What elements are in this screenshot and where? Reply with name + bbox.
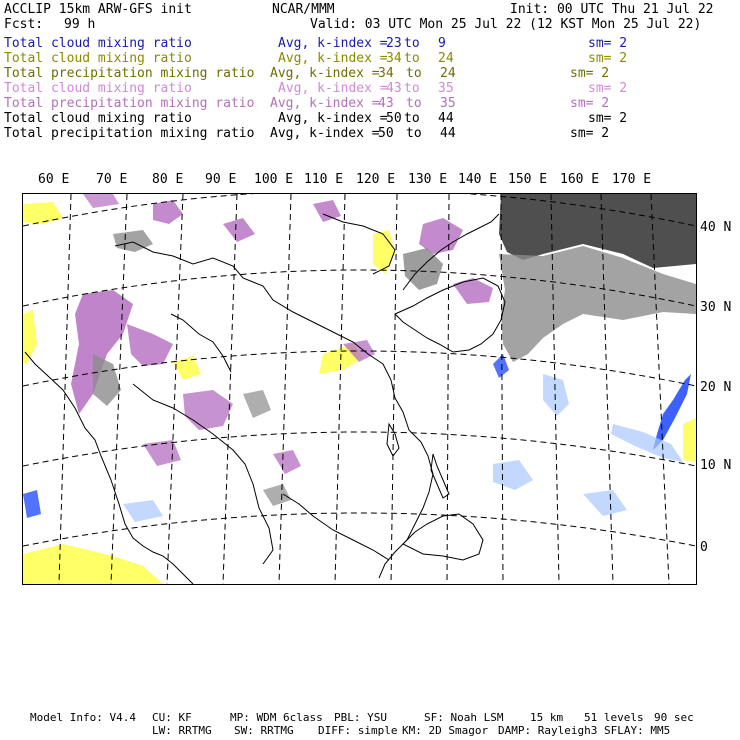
legend-row-k-to: 44 (438, 111, 454, 126)
longitude-label: 90 E (205, 172, 237, 187)
legend-row-to: to (404, 111, 420, 126)
footer-mp: MP: WDM 6class (230, 711, 323, 724)
legend-row-field: Total cloud mixing ratio (4, 36, 192, 51)
longitude-label: 80 E (152, 172, 184, 187)
footer-sflay: SFLAY: MM5 (604, 724, 671, 737)
cloud-field-region (273, 450, 301, 474)
legend-row-field: Total cloud mixing ratio (4, 51, 192, 66)
forecast-hours: 99 h (64, 17, 96, 32)
cloud-field-region (683, 418, 696, 462)
legend-row-sm: sm= 2 (570, 96, 610, 111)
latitude-label: 10 N (700, 458, 732, 473)
cloud-field-region (243, 390, 271, 418)
cloud-field-region (93, 354, 121, 406)
legend-row-avg: Avg, k-index = (278, 111, 388, 126)
map-panel (22, 193, 697, 585)
cloud-field-region (373, 230, 395, 274)
legend-row-k-to: 9 (438, 36, 446, 51)
init-time: Init: 00 UTC Thu 21 Jul 22 (510, 2, 714, 17)
footer-pbl: PBL: YSU (334, 711, 387, 724)
longitude-label: 120 E (356, 172, 396, 187)
cloud-field-region (23, 202, 63, 224)
longitude-label: 130 E (408, 172, 448, 187)
cloud-field-region (83, 194, 119, 208)
legend-row-to: to (404, 81, 420, 96)
footer-diff: DIFF: simple (318, 724, 398, 737)
legend-row-to: to (406, 66, 422, 81)
footer-sw: SW: RRTMG (234, 724, 294, 737)
footer-lw: LW: RRTMG (152, 724, 212, 737)
legend-row-field: Total precipitation mixing ratio (4, 66, 255, 81)
legend-row-k-to: 24 (440, 66, 456, 81)
cloud-field-region (583, 490, 627, 516)
legend-row-avg: Avg, k-index = (278, 81, 388, 96)
longitude-label: 70 E (96, 172, 128, 187)
footer-sf: SF: Noah LSM (424, 711, 504, 724)
legend-row-field: Total cloud mixing ratio (4, 81, 192, 96)
cloud-field-region (223, 218, 255, 242)
cloud-field-region (313, 200, 341, 222)
footer-damp: DAMP: Rayleigh3 (498, 724, 598, 737)
cloud-fields (23, 194, 696, 584)
latitude-label: 20 N (700, 380, 732, 395)
cloud-field-region (611, 424, 683, 462)
legend-row-sm: sm= 2 (588, 111, 628, 126)
footer-km: KM: 2D Smagor (402, 724, 489, 737)
legend-row-field: Total precipitation mixing ratio (4, 126, 255, 141)
cloud-field-region (183, 390, 233, 430)
map-title: ACCLIP 15km ARW-GFS init (4, 2, 192, 17)
legend-row-k-from: 43 (386, 81, 402, 96)
longitude-label: 140 E (458, 172, 498, 187)
legend-row-field: Total cloud mixing ratio (4, 111, 192, 126)
legend-row-k-to: 44 (440, 126, 456, 141)
cloud-field-region (23, 490, 41, 518)
footer-model-info: Model Info: V4.4 (30, 711, 136, 724)
latitude-label: 30 N (700, 300, 732, 315)
legend-row-k-to: 35 (438, 81, 454, 96)
legend-row-to: to (404, 36, 420, 51)
longitude-label: 100 E (254, 172, 294, 187)
legend-row-k-to: 35 (440, 96, 456, 111)
legend-row-sm: sm= 2 (570, 126, 610, 141)
legend-row-k-from: 34 (378, 66, 394, 81)
latitude-label: 40 N (700, 220, 732, 235)
legend-row-k-from: 50 (386, 111, 402, 126)
cloud-field-region (23, 544, 163, 584)
legend-row-k-to: 24 (438, 51, 454, 66)
legend-row-to: to (406, 96, 422, 111)
legend-row-avg: Avg, k-index = (270, 126, 380, 141)
longitude-label: 60 E (38, 172, 70, 187)
cloud-field-region (403, 248, 443, 290)
legend-row-to: to (404, 51, 420, 66)
longitude-label: 150 E (508, 172, 548, 187)
legend-row-avg: Avg, k-index = (270, 66, 380, 81)
longitude-label: 110 E (304, 172, 344, 187)
latitude-label: 0 (700, 540, 708, 555)
cloud-field-region (543, 374, 569, 416)
legend-row-field: Total precipitation mixing ratio (4, 96, 255, 111)
cloud-field-region (453, 278, 493, 304)
footer-timestep: 90 sec (654, 711, 694, 724)
legend-row-k-from: 43 (378, 96, 394, 111)
legend-row-k-from: 50 (378, 126, 394, 141)
longitude-label: 160 E (560, 172, 600, 187)
legend-row-sm: sm= 2 (588, 81, 628, 96)
cloud-field-region (127, 324, 173, 366)
legend-row-sm: sm= 2 (588, 51, 628, 66)
legend-row-sm: sm= 2 (588, 36, 628, 51)
cloud-field-region (123, 500, 163, 522)
legend-row-k-from: 23 (386, 36, 402, 51)
legend-row-sm: sm= 2 (570, 66, 610, 81)
forecast-label: Fcst: (4, 17, 44, 32)
legend-row-k-from: 34 (386, 51, 402, 66)
cloud-field-region (263, 484, 291, 506)
cloud-field-region (153, 200, 183, 224)
legend-row-to: to (406, 126, 422, 141)
footer-resolution: 15 km (530, 711, 564, 724)
legend-row-avg: Avg, k-index = (278, 51, 388, 66)
cloud-field-region (23, 310, 37, 364)
weather-map (23, 194, 696, 584)
cloud-field-region (493, 460, 533, 490)
legend-row-avg: Avg, k-index = (278, 36, 388, 51)
valid-time: Valid: 03 UTC Mon 25 Jul 22 (12 KST Mon 25 Jul 22) (310, 17, 702, 32)
organization-label: NCAR/MMM (272, 2, 335, 17)
legend-row-avg: Avg, k-index = (270, 96, 380, 111)
longitude-label: 170 E (612, 172, 652, 187)
footer-levels: 51 levels (584, 711, 644, 724)
footer-cu: CU: KF (152, 711, 192, 724)
